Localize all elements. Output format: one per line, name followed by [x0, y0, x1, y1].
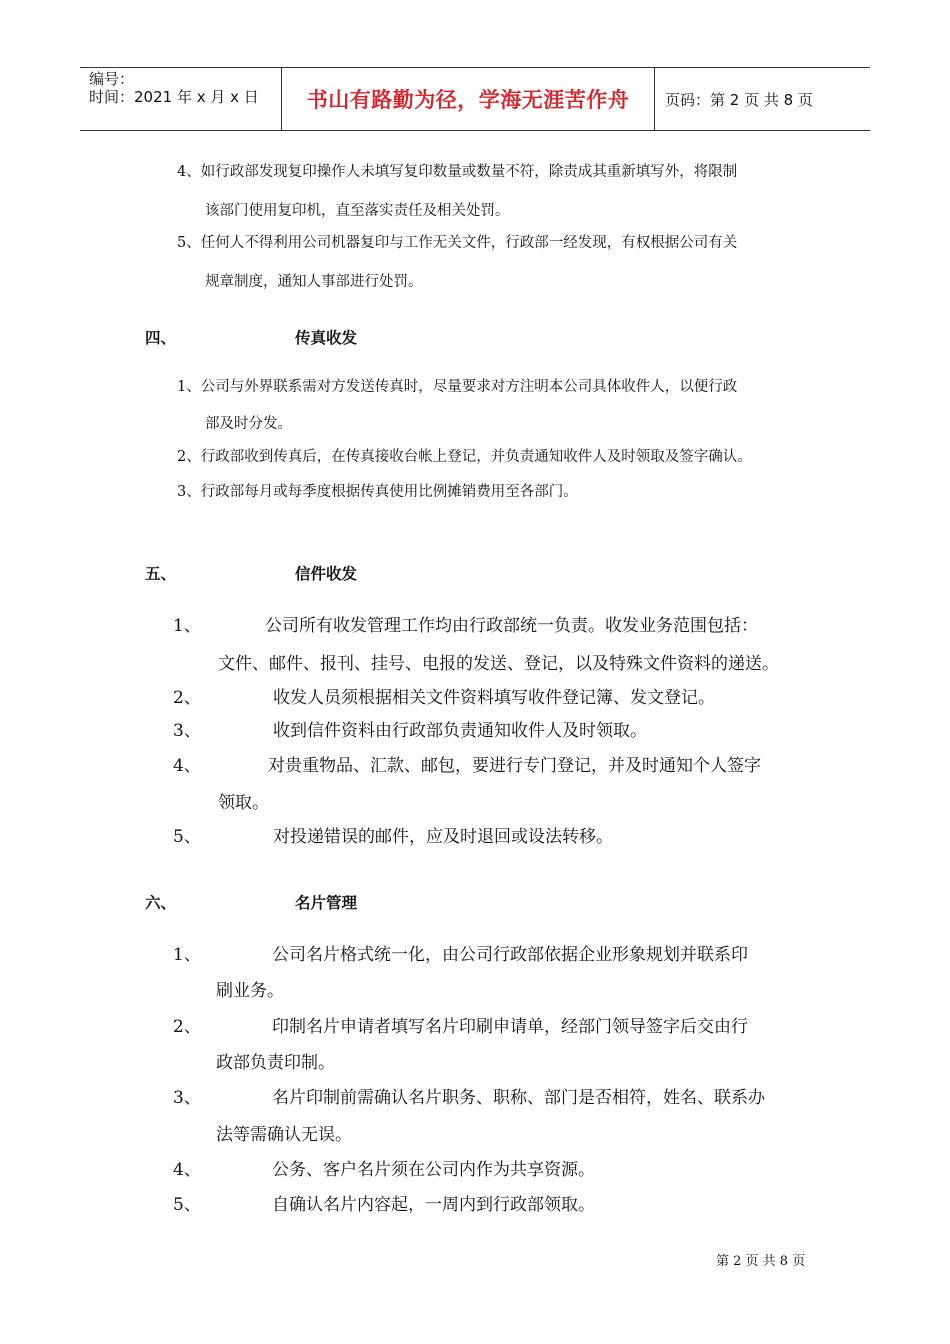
list-item-continuation: 法等需确认无误。	[216, 1125, 352, 1145]
paragraph-line: 该部门使用复印机，直至落实责任及相关处罚。	[205, 203, 510, 219]
section-heading: 信件收发	[295, 565, 358, 583]
list-item-number: 5、	[173, 1195, 201, 1215]
page-header	[80, 67, 870, 131]
list-item-number: 1、	[173, 616, 201, 636]
paragraph-line: 4、如行政部发现复印操作人未填写复印数量或数量不符，除责成其重新填写外，将限制	[177, 164, 738, 180]
list-item-number: 4、	[173, 756, 201, 776]
document-number-label: 编号：	[89, 70, 135, 88]
document-date: 时间：2021 年 x 月 x 日	[89, 88, 259, 106]
header-divider	[654, 68, 655, 130]
header-motto: 书山有路勤为径，学海无涯苦作舟	[306, 88, 630, 112]
list-item-text: 公务、客户名片须在公司内作为共享资源。	[272, 1160, 595, 1180]
paragraph-line: 3、行政部每月或每季度根据传真使用比例摊销费用至各部门。	[177, 484, 578, 500]
list-item-number: 3、	[173, 721, 201, 741]
list-item-text: 收到信件资料由行政部负责通知收件人及时领取。	[273, 721, 647, 741]
list-item-number: 4、	[173, 1160, 201, 1180]
list-item-text: 对投递错误的邮件，应及时退回或设法转移。	[273, 827, 613, 847]
section-heading: 名片管理	[295, 894, 358, 912]
paragraph-line: 部及时分发。	[205, 416, 292, 432]
list-item-text: 名片印制前需确认名片职务、职称、部门是否相符，姓名、联系办	[272, 1088, 765, 1108]
list-item-number: 3、	[173, 1088, 201, 1108]
header-page-number: 页码：第 2 页 共 8 页	[665, 90, 813, 109]
list-item-text: 对贵重物品、汇款、邮包，要进行专门登记，并及时通知个人签字	[268, 756, 761, 776]
list-item-text: 自确认名片内容起，一周内到行政部领取。	[272, 1195, 595, 1215]
list-item-number: 2、	[173, 688, 201, 708]
header-meta	[89, 70, 259, 106]
paragraph-line: 规章制度，通知人事部进行处罚。	[205, 274, 423, 290]
list-item-number: 2、	[173, 1017, 201, 1037]
section-number: 六、	[145, 894, 177, 912]
list-item-text: 收发人员须根据相关文件资料填写收件登记簿、发文登记。	[273, 688, 715, 708]
list-item-text: 公司所有收发管理工作均由行政部统一负责。收发业务范围包括：	[265, 616, 758, 636]
list-item-text: 公司名片格式统一化，由公司行政部依据企业形象规划并联系印	[272, 945, 748, 965]
list-item-continuation: 政部负责印制。	[216, 1053, 335, 1073]
list-item-number: 5、	[173, 827, 201, 847]
paragraph-line: 1、公司与外界联系需对方发送传真时，尽量要求对方注明本公司具体收件人，以便行政	[177, 379, 738, 395]
list-item-continuation: 领取。	[218, 793, 269, 813]
list-item-continuation: 文件、邮件、报刊、挂号、电报的发送、登记，以及特殊文件资料的递送。	[218, 654, 779, 674]
page-footer: 第 2 页 共 8 页	[716, 1254, 806, 1269]
paragraph-line: 2、行政部收到传真后，在传真接收台帐上登记，并负责通知收件人及时领取及签字确认。	[177, 449, 752, 465]
paragraph-line: 5、任何人不得利用公司机器复印与工作无关文件，行政部一经发现，有权根据公司有关	[177, 235, 738, 251]
list-item-number: 1、	[173, 945, 201, 965]
list-item-text: 印制名片申请者填写名片印刷申请单，经部门领导签字后交由行	[272, 1017, 748, 1037]
section-number: 四、	[145, 329, 177, 347]
section-number: 五、	[145, 565, 177, 583]
section-heading: 传真收发	[295, 329, 358, 347]
list-item-continuation: 刷业务。	[216, 981, 284, 1001]
